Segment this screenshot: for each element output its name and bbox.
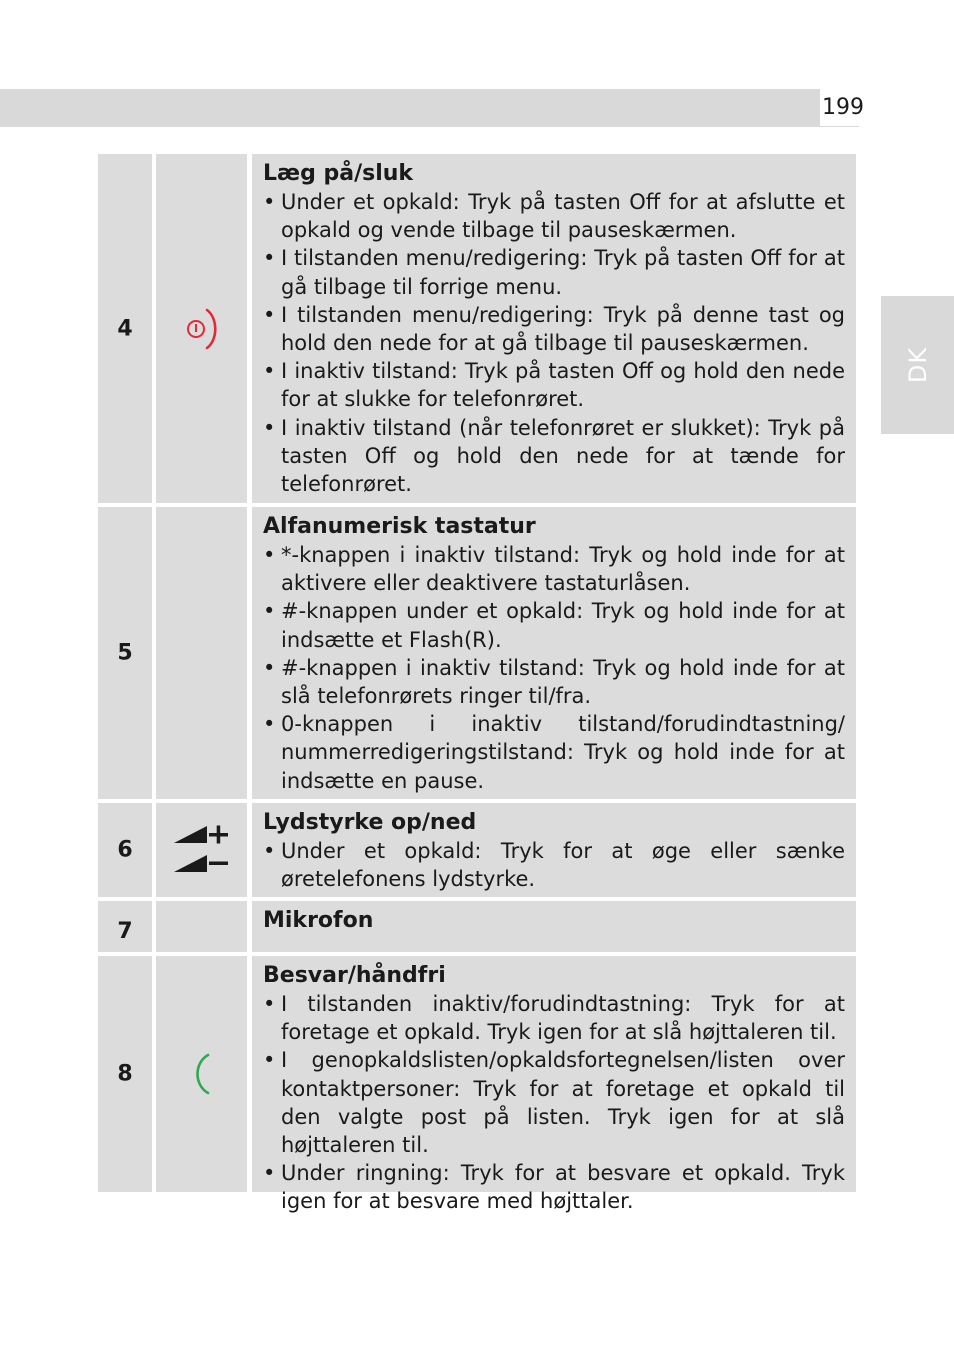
- list-item: • I tilstanden menu/redigering: Tryk på tasten Off for at gå tilbage til forrige menu.: [263, 244, 845, 300]
- row-number: 7: [117, 919, 133, 944]
- list-item: • I inaktiv tilstand: Tryk på tasten Off og hold den nede for at slukke for telefonrøret.: [263, 357, 845, 413]
- row-number-cell: [98, 901, 152, 952]
- list-item: • I genopkaldslisten/opkaldsfortegnelsen/listen over kontaktpersoner: Tryk for at foretage et opkald til den valgte post på listen. Tryk igen for at slå højttaleren til.: [263, 1046, 845, 1159]
- language-tab-label: DK: [903, 346, 932, 384]
- row-title: Besvar/håndfri: [263, 963, 446, 988]
- language-tab: [881, 296, 954, 434]
- list-item: • Under ringning: Tryk for at besvare et opkald. Tryk igen for at besvare med højttaler.: [263, 1159, 845, 1215]
- row-description-cell: [252, 956, 856, 1214]
- row-description-cell: [252, 803, 856, 897]
- page-number: 199: [822, 95, 864, 120]
- table-row-5: [98, 507, 856, 799]
- row-number-cell: [98, 507, 152, 799]
- row-icon-cell: [156, 956, 247, 1192]
- row-number: 8: [117, 1061, 133, 1087]
- table-row-6: [98, 803, 856, 897]
- row-title: Læg på/sluk: [263, 161, 414, 186]
- bullet-list: [263, 837, 845, 893]
- bullet-list: [263, 990, 845, 1216]
- row-description-cell: [252, 154, 856, 503]
- talk-handsfree-icon: [190, 1051, 214, 1097]
- row-description-cell: [252, 507, 856, 799]
- row-number: 5: [117, 640, 133, 666]
- row-icon-cell: [156, 901, 247, 952]
- list-item: • #-knappen under et opkald: Tryk og hold inde for at indsætte et Flash(R).: [263, 597, 845, 653]
- list-item: • I tilstanden inaktiv/forudindtastning: Tryk for at foretage et opkald. Tryk igen for at slå højttaleren til.: [263, 990, 845, 1046]
- bullet-list: [263, 188, 845, 498]
- list-item: • 0-knappen i inaktiv tilstand/forudindtastning/ nummerredigeringstilstand: Tryk og hold inde for at indsætte en pause.: [263, 710, 845, 795]
- list-item: • #-knappen i inaktiv tilstand: Tryk og hold inde for at slå telefonrørets ringer til/fra.: [263, 654, 845, 710]
- row-number: 6: [117, 837, 133, 863]
- table-row-8: [98, 956, 856, 1214]
- row-title: Mikrofon: [263, 908, 374, 933]
- row-number-cell: [98, 154, 152, 503]
- row-title: Lydstyrke op/ned: [263, 810, 477, 835]
- list-item: • Under et opkald: Tryk for at øge eller sænke øretelefonens lydstyrke.: [263, 837, 845, 893]
- row-description-cell: [252, 901, 856, 952]
- power-off-icon: [180, 306, 224, 352]
- row-number-cell: [98, 956, 152, 1192]
- table-row-4: [98, 154, 856, 503]
- row-title: Alfanumerisk tastatur: [263, 514, 536, 539]
- volume-up-down-icon: [172, 824, 232, 876]
- row-number: 4: [117, 316, 133, 341]
- row-icon-cell: [156, 154, 247, 503]
- list-item: • I inaktiv tilstand (når telefonrøret er slukket): Tryk på tasten Off og hold den nede for at tænde for telefonrøret.: [263, 414, 845, 499]
- row-icon-cell: [156, 507, 247, 799]
- list-item: • I tilstanden menu/redigering: Tryk på denne tast og hold den nede for at gå tilbage til pauseskærmen.: [263, 301, 845, 357]
- row-number-cell: [98, 803, 152, 897]
- list-item: • Under et opkald: Tryk på tasten Off for at afslutte et opkald og vende tilbage til pauseskærmen.: [263, 188, 845, 244]
- table-row-7: [98, 901, 856, 952]
- bullet-list: [263, 541, 845, 795]
- header-band: [0, 89, 820, 127]
- list-item: • *-knappen i inaktiv tilstand: Tryk og hold inde for at aktivere eller deaktivere tastaturlåsen.: [263, 541, 845, 597]
- row-icon-cell: [156, 803, 247, 897]
